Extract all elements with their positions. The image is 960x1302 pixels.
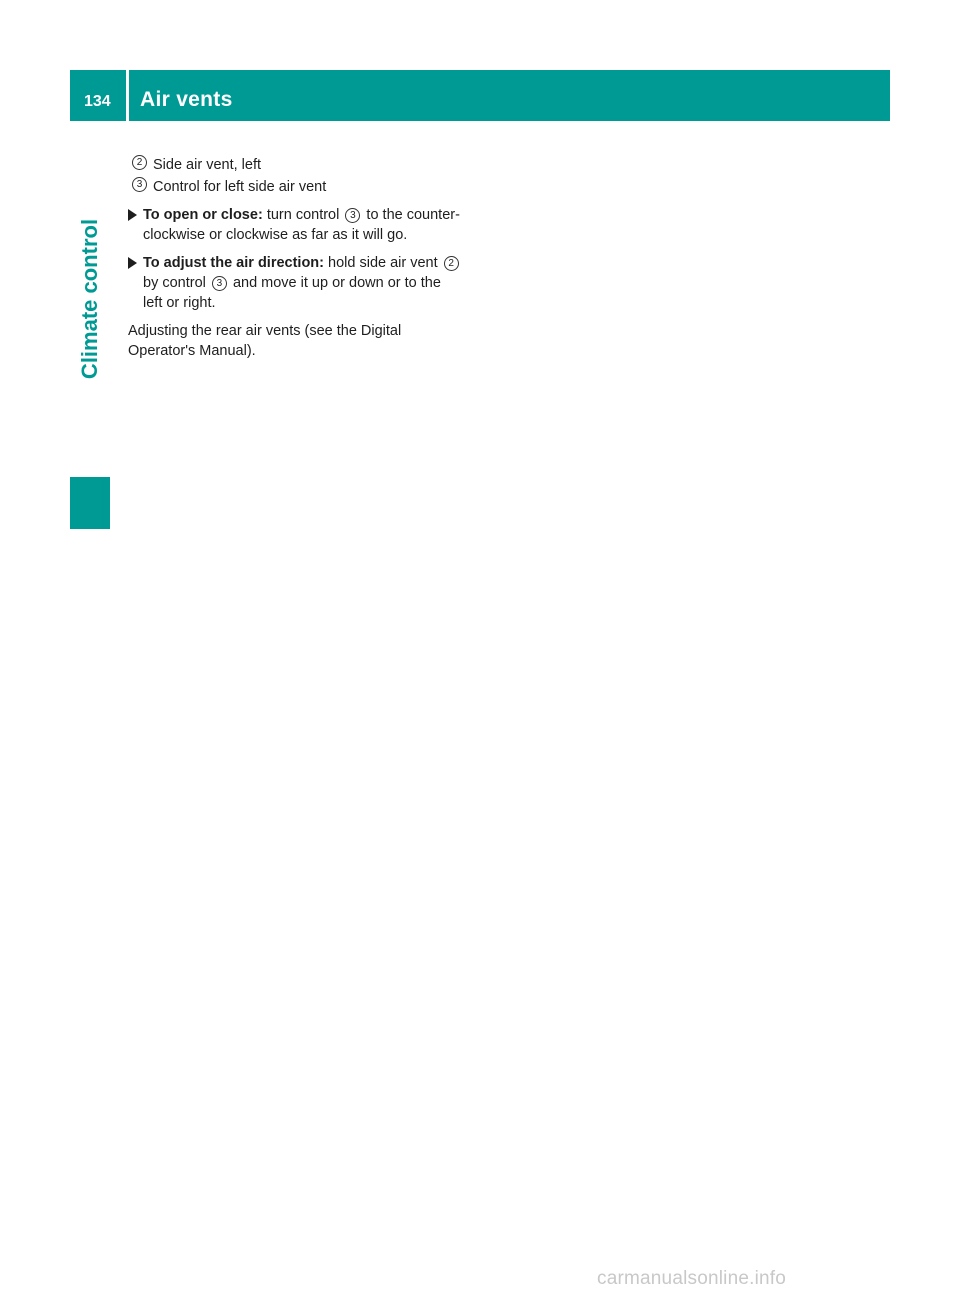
legend-text: Side air vent, left (153, 157, 261, 173)
main-content (128, 155, 463, 361)
instruction-text: turn control (266, 207, 340, 223)
header-divider (126, 70, 129, 121)
instruction-heading: To open or close: (143, 207, 263, 223)
chapter-label: Climate control (77, 218, 102, 380)
instruction-step (128, 253, 463, 313)
section-title: Air vents (140, 88, 233, 111)
instruction-heading: To adjust the air direction: (143, 255, 324, 271)
step-arrow-icon (128, 209, 137, 221)
legend-text: Control for left side air vent (153, 179, 327, 195)
sidebar-marker-block (70, 477, 110, 529)
instruction-text: and move it up or down or to the left or right. (143, 275, 441, 311)
instruction-text: to the counter-clockwise or clockwise as far as it will go. (143, 207, 460, 243)
instruction-text: by control (143, 275, 206, 291)
page-header (70, 70, 890, 121)
callout-number: 2 (444, 256, 459, 271)
callout-number: 2 (132, 155, 147, 170)
callout-number: 3 (212, 276, 227, 291)
body-paragraph: Adjusting the rear air vents (see the Digital Operator's Manual). (128, 323, 402, 359)
watermark: carmanualsonline.info (597, 1268, 787, 1289)
sidebar-chapter-tab (70, 121, 110, 477)
step-arrow-icon (128, 257, 137, 269)
callout-number: 3 (345, 208, 360, 223)
legend-item (128, 155, 463, 175)
instruction-text: hold side air vent (328, 255, 438, 271)
page-number: 134 (84, 93, 111, 110)
instruction-step (128, 205, 463, 245)
callout-number: 3 (132, 177, 147, 192)
legend-item (128, 177, 463, 197)
